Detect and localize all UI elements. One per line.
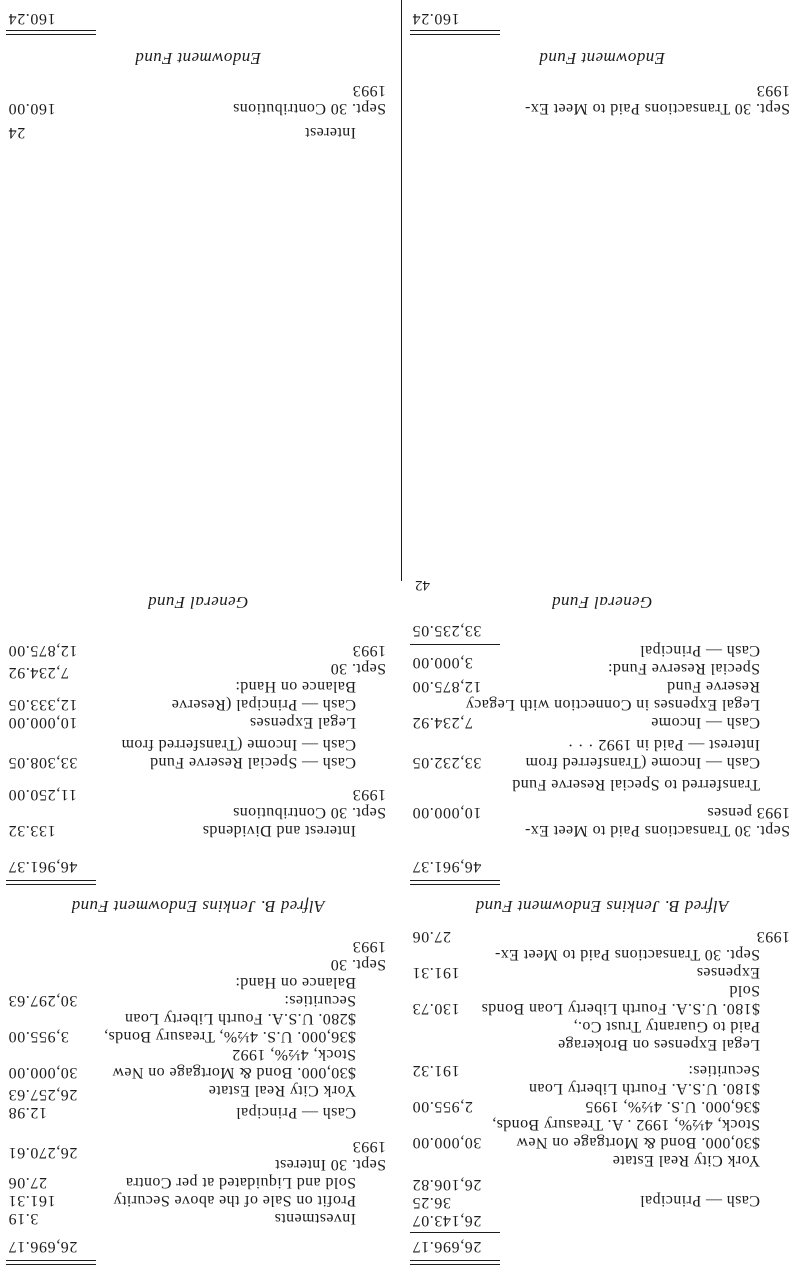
amount: 30,000.00: [412, 1134, 482, 1151]
left-ledger-column: [404, 0, 800, 1271]
entry-date: 1993: [352, 642, 386, 659]
entry-text: Cash — Principal: [235, 1104, 356, 1121]
entry-date: 1993: [352, 82, 386, 99]
amount: 26,106.82: [412, 1176, 482, 1193]
amount: 12,875.00: [8, 642, 78, 659]
amount: 10,000.00: [8, 714, 78, 731]
double-rule: [410, 1260, 500, 1265]
amount: 30,297.63: [8, 992, 78, 1009]
entry-text: Expenses: [696, 964, 760, 981]
double-rule: [6, 880, 96, 885]
entry-text: Sept. 30 Contributions: [232, 804, 386, 821]
right-ledger-column: [0, 0, 396, 1271]
entry-text: $36,000. U.S. 4½%, Treasury Bonds,: [103, 1028, 356, 1045]
entry-text: Special Reserve Fund:: [607, 660, 760, 677]
amount: 12,333.05: [8, 696, 78, 713]
entry-text: Securities:: [688, 1062, 760, 1079]
amount: 33,235.05: [412, 622, 482, 639]
entry-text: Cash — Principal: [639, 642, 760, 659]
entry-text: Investments: [274, 1210, 356, 1227]
entry-text: Interest: [304, 124, 356, 141]
entry-date: 1993: [352, 786, 386, 803]
rule: [410, 644, 500, 645]
entry-text: Sept. 30 Transactions Paid to Meet Ex-: [524, 100, 790, 117]
entry-date: 1993: [756, 928, 790, 945]
entry-text: Sept. 30 Interest: [274, 1156, 386, 1173]
entry-text: Cash — Principal (Reserve: [171, 696, 356, 713]
fund-heading: General Fund: [551, 593, 653, 612]
entry-text: Interest — Paid in 1992 · · ·: [567, 736, 760, 753]
amount: 24: [8, 124, 26, 141]
amount: 191.32: [412, 1062, 460, 1079]
column-divider: [401, 0, 402, 581]
double-rule: [6, 30, 96, 35]
entry-text: Sept. 30: [330, 956, 386, 973]
entry-text: Sept. 30 Transactions Paid to Meet Ex-: [524, 822, 790, 839]
entry-text: Sept. 30 Transactions Paid to Meet Ex-: [494, 946, 760, 963]
double-rule: [410, 30, 500, 35]
fund-heading: Alfred B. Jenkins Endowment Fund: [71, 897, 325, 916]
amount: 7,234.92: [412, 714, 473, 731]
double-rule: [6, 1260, 96, 1265]
entry-text: $36,000. U.S. 4½%, 1995: [585, 1098, 760, 1115]
amount: 46,961.37: [412, 858, 482, 875]
entry-date: 1993: [756, 82, 790, 99]
entry-text: Sold and Liquidated at per Contra: [125, 1174, 356, 1191]
amount: 7,234.92: [8, 664, 69, 681]
entry-text: $180. U.S.A. Fourth Liberty Loan: [528, 1080, 760, 1097]
entry-date: 1993 penses: [706, 804, 790, 821]
amount: 133.32: [8, 822, 56, 839]
entry-text: Cash — Income (Transferred from: [121, 736, 356, 753]
amount: 36.25: [412, 1194, 451, 1211]
double-rule: [410, 880, 500, 885]
amount: 12,875.00: [412, 678, 482, 695]
amount: 26,257.63: [8, 1086, 78, 1103]
amount: 161.31: [8, 1192, 56, 1209]
entry-text: Balance on Hand:: [234, 678, 356, 695]
entry-text: Stock, 4½%, 1992 . A. Treasury Bonds,: [491, 1116, 760, 1133]
amount: 191.31: [412, 964, 460, 981]
fund-heading: Alfred B. Jenkins Endowment Fund: [475, 897, 729, 916]
entry-text: Balance on Hand:: [234, 974, 356, 991]
entry-text: $30,000. Bond & Mortgage on New: [516, 1134, 760, 1151]
amount: 26,696.17: [8, 1238, 78, 1255]
amount: 26,696.17: [412, 1238, 482, 1255]
entry-text: Securities:: [284, 992, 356, 1009]
entry-text: Paid to Guaranty Trust Co.,: [573, 1018, 760, 1035]
amount: 130.73: [412, 1000, 460, 1017]
entry-text: Reserve Fund: [666, 678, 760, 695]
amount: 33,232.05: [412, 754, 482, 771]
amount: 3.19: [8, 1210, 39, 1227]
amount: 33,308.05: [8, 754, 78, 771]
entry-text: Cash — Principal: [639, 1192, 760, 1209]
entry-text: York City Real Estate: [612, 1152, 760, 1169]
amount: 3,000.00: [412, 654, 473, 671]
fund-heading: General Fund: [147, 593, 249, 612]
entry-text: Interest and Dividends: [202, 822, 356, 839]
entry-text: Sept. 30 Contributions: [232, 100, 386, 117]
entry-text: Stock, 4½%, 1992: [231, 1046, 356, 1063]
entry-text: Profit on Sale of the above Security: [113, 1192, 356, 1209]
amount: 12.98: [8, 1104, 47, 1121]
amount: 160.24: [412, 10, 460, 27]
entry-date: 1993: [352, 1138, 386, 1155]
amount: 160.00: [8, 100, 56, 117]
amount: 27.06: [412, 928, 451, 945]
entry-text: York City Real Estate: [208, 1082, 356, 1099]
entry-text: Legal Expenses in Connection with Legacy: [465, 696, 760, 713]
entry-text: Legal Expenses on Brokerage: [557, 1036, 760, 1053]
entry-text: Sept. 30: [330, 660, 386, 677]
entry-text: Cash — Income: [650, 714, 760, 731]
pen-mark: 42: [415, 577, 430, 593]
amount: 27.06: [8, 1174, 47, 1191]
amount: 2,955.00: [412, 1098, 473, 1115]
entry-date: 1993: [352, 938, 386, 955]
entry-text: Cash — Income (Transferred from: [525, 754, 760, 771]
rule: [410, 1232, 500, 1233]
entry-text: $30,000. Bond & Mortgage on New: [112, 1064, 356, 1081]
amount: 26,143.07: [412, 1212, 482, 1229]
amount: 46,961.37: [8, 858, 78, 875]
entry-text: $280. U.S.A. Fourth Liberty Loan: [124, 1010, 356, 1027]
amount: 10,000.00: [412, 804, 482, 821]
fund-heading: Endowment Fund: [539, 49, 666, 68]
entry-text: Legal Expenses: [249, 714, 356, 731]
amount: 30,000.00: [8, 1064, 78, 1081]
entry-text: Cash — Special Reserve Fund: [149, 754, 356, 771]
fund-heading: Endowment Fund: [135, 49, 262, 68]
amount: 11,250.00: [8, 786, 77, 803]
amount: 3,955.00: [8, 1028, 69, 1045]
amount: 26,270.61: [8, 1144, 78, 1161]
entry-text: Transferred to Special Reserve Fund: [511, 776, 760, 793]
entry-text: Sold: [729, 982, 760, 999]
amount: 160.24: [8, 10, 56, 27]
entry-text: $180. U.S.A. Fourth Liberty Loan Bonds: [481, 1000, 760, 1017]
